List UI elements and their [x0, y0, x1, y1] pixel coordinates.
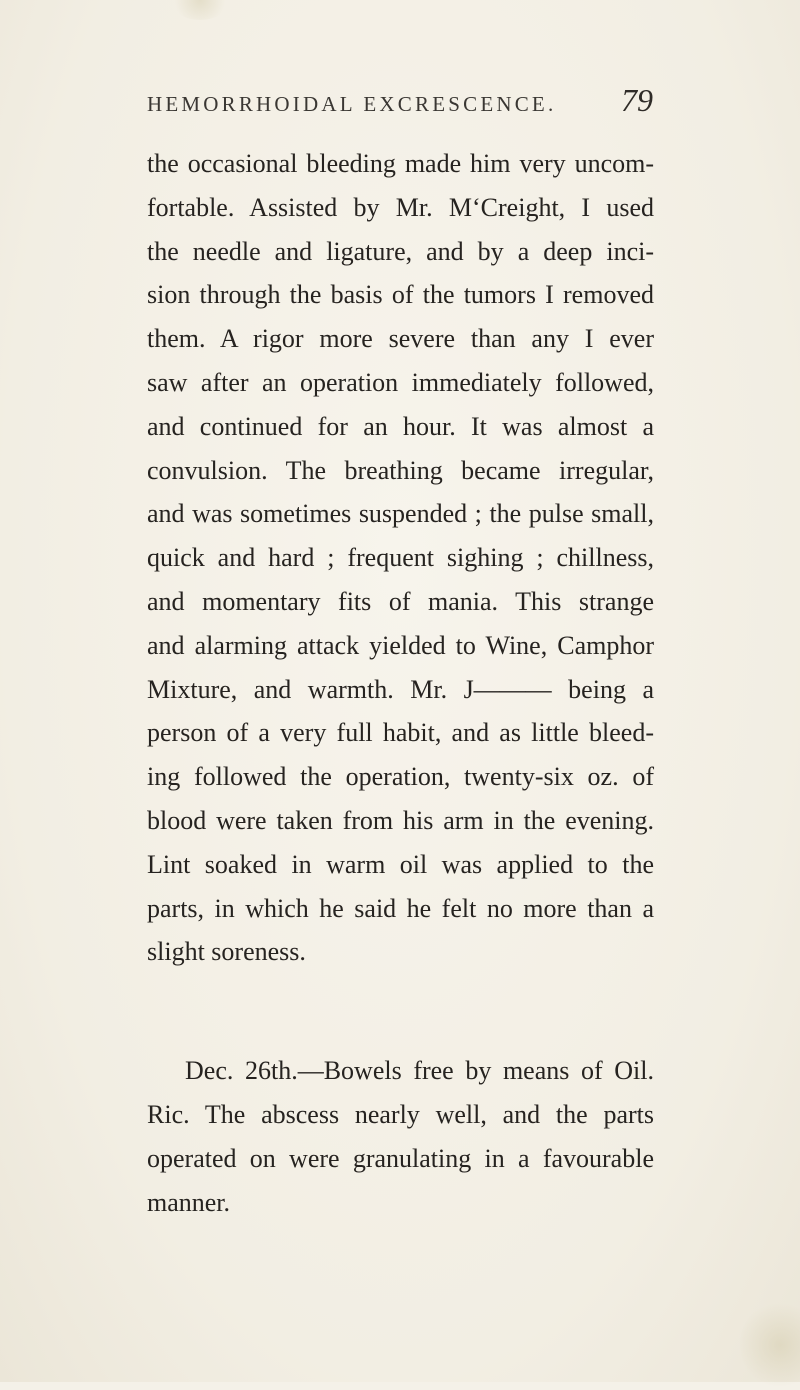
- text-line: blood were taken from his arm in the evening.: [147, 805, 654, 835]
- paragraph-gap: [147, 974, 654, 1049]
- paragraph: [147, 1049, 654, 1224]
- text-line: saw after an operation immediately followed,: [147, 367, 654, 397]
- text-line: Dec. 26th.—Bowels free by means of Oil.: [185, 1056, 654, 1086]
- body-text: [147, 142, 654, 1224]
- text-line: Mixture, and warmth. Mr. J——— being a: [147, 674, 654, 704]
- paragraph: [147, 142, 654, 974]
- text-line: parts, in which he said he felt no more than a: [147, 893, 654, 923]
- text-line: ing followed the operation, twenty-six oz. of: [147, 762, 654, 792]
- text-line: person of a very full habit, and as little bleed-: [147, 718, 654, 748]
- paper-stain: [740, 1300, 800, 1390]
- text-line: sion through the basis of the tumors I removed: [147, 280, 654, 310]
- text-line: quick and hard ; frequent sighing ; chillness,: [147, 543, 654, 573]
- running-title: HEMORRHOIDAL EXCRESCENCE.: [147, 92, 557, 116]
- text-line: and alarming attack yielded to Wine, Camphor: [147, 630, 654, 660]
- text-line: manner.: [147, 1187, 231, 1217]
- text-line: slight soreness.: [147, 937, 306, 967]
- text-line: the needle and ligature, and by a deep inci-: [147, 236, 654, 266]
- text-line: fortable. Assisted by Mr. M‘Creight, I used: [147, 192, 654, 222]
- page-number: 79: [621, 82, 653, 118]
- text-line: and was sometimes suspended ; the pulse small,: [147, 499, 654, 529]
- text-line: operated on were granulating in a favourable: [147, 1143, 654, 1173]
- text-line: and continued for an hour. It was almost a: [147, 411, 654, 441]
- text-line: and momentary fits of mania. This strange: [147, 586, 654, 616]
- page-header: [147, 80, 653, 128]
- text-line: Ric. The abscess nearly well, and the parts: [147, 1099, 654, 1129]
- text-line: the occasional bleeding made him very uncom-: [147, 149, 654, 178]
- paper-stain: [170, 0, 230, 20]
- text-line: them. A rigor more severe than any I ever: [147, 324, 654, 354]
- text-line: convulsion. The breathing became irregular,: [147, 455, 654, 485]
- text-line: Lint soaked in warm oil was applied to the: [147, 849, 654, 879]
